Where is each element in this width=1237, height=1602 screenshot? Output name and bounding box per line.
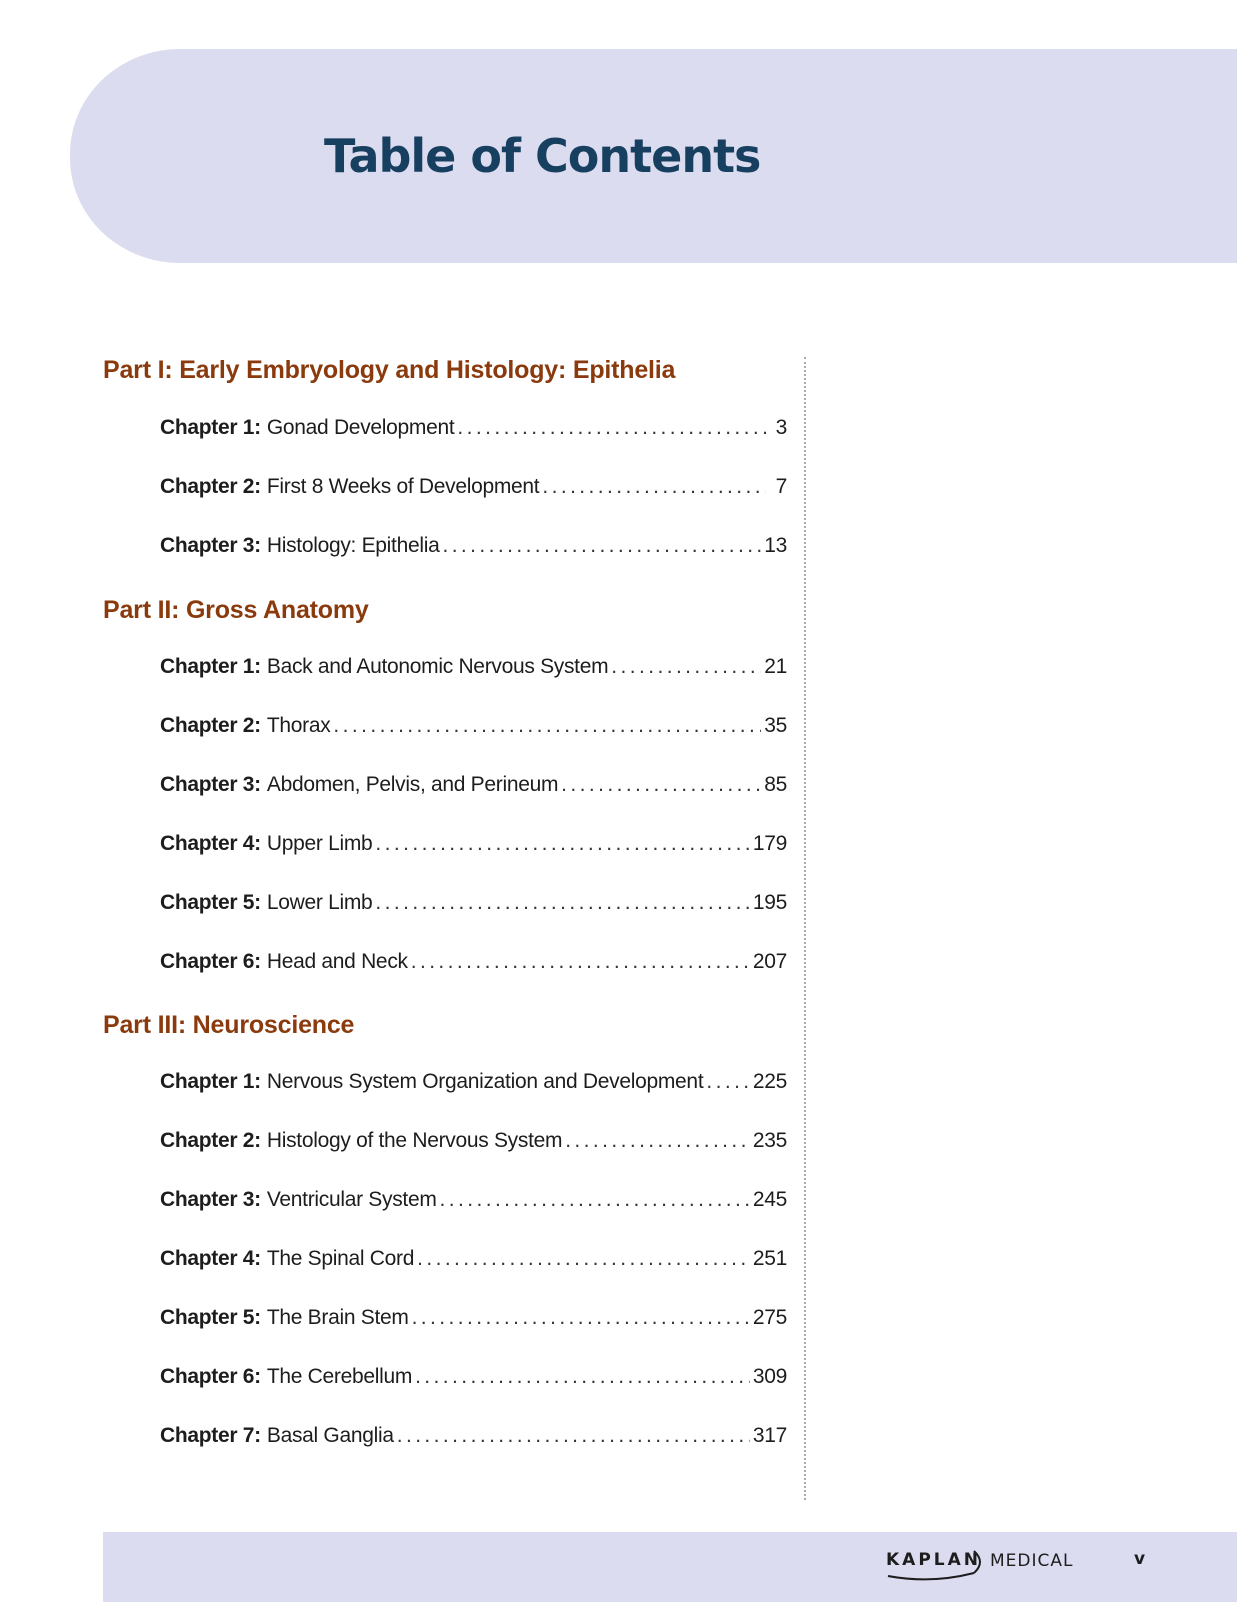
dot-leader [706, 1068, 750, 1096]
dot-leader [412, 1304, 750, 1332]
page-number: 235 [752, 1129, 787, 1152]
page-number: 207 [752, 950, 787, 973]
chapter-label: Chapter 6: [160, 1365, 261, 1388]
dot-leader [442, 532, 761, 560]
page-number: 245 [752, 1188, 787, 1211]
chapter-label: Chapter 2: [160, 1129, 261, 1152]
toc-entry[interactable] [160, 653, 787, 681]
kaplan-medical-logo [886, 1546, 1076, 1582]
chapter-title: The Cerebellum [266, 1365, 413, 1388]
chapter-label: Chapter 3: [160, 773, 261, 796]
dot-leader [375, 830, 749, 858]
chapter-title: Histology of the Nervous System [266, 1129, 563, 1152]
chapter-label: Chapter 5: [160, 1306, 261, 1329]
chapter-label: Chapter 1: [160, 416, 261, 439]
toc-entry[interactable] [160, 1068, 787, 1096]
chapter-title: Nervous System Organization and Development [266, 1070, 704, 1093]
chapter-title: Upper Limb [266, 832, 373, 855]
dot-leader [457, 414, 766, 442]
page-number: 225 [752, 1070, 787, 1093]
page-folio: v [1134, 1549, 1146, 1569]
chapter-label: Chapter 7: [160, 1424, 261, 1447]
dot-leader [565, 1127, 750, 1155]
chapter-title: Thorax [266, 714, 331, 737]
chapter-title: First 8 Weeks of Development [266, 475, 540, 498]
chapter-title: Back and Autonomic Nervous System [266, 655, 609, 678]
chapter-title: Ventricular System [266, 1188, 437, 1211]
toc-entry[interactable] [160, 889, 787, 917]
chapter-title: Histology: Epithelia [266, 534, 440, 557]
chapter-label: Chapter 5: [160, 891, 261, 914]
chapter-label: Chapter 1: [160, 1070, 261, 1093]
part-heading[interactable]: Part II: Gross Anatomy [103, 596, 369, 624]
toc-entry[interactable] [160, 414, 787, 442]
page-number: 35 [764, 714, 787, 737]
page-number: 275 [752, 1306, 787, 1329]
dot-leader [415, 1363, 750, 1391]
toc-entry[interactable] [160, 1422, 787, 1450]
chapter-label: Chapter 4: [160, 1247, 261, 1270]
column-divider [804, 357, 806, 1500]
chapter-title: Basal Ganglia [266, 1424, 394, 1447]
toc-entry[interactable] [160, 473, 787, 501]
page-number: 7 [775, 475, 787, 498]
dot-leader [611, 653, 761, 681]
dot-leader [542, 473, 766, 501]
page-number: 317 [752, 1424, 787, 1447]
logo-suffix: MEDICAL [990, 1551, 1074, 1571]
dot-leader [397, 1422, 750, 1450]
page-title: Table of Contents [324, 129, 761, 183]
chapter-title: The Spinal Cord [266, 1247, 415, 1270]
page-number: 13 [764, 534, 787, 557]
toc-entry[interactable] [160, 1127, 787, 1155]
dot-leader [440, 1186, 750, 1214]
chapter-label: Chapter 4: [160, 832, 261, 855]
toc-entry[interactable] [160, 948, 787, 976]
chapter-title: Gonad Development [266, 416, 455, 439]
toc-entry[interactable] [160, 1245, 787, 1273]
dot-leader [333, 712, 761, 740]
dot-leader [375, 889, 749, 917]
page-number: 21 [764, 655, 787, 678]
page-number: 179 [752, 832, 787, 855]
chapter-label: Chapter 3: [160, 1188, 261, 1211]
toc-entry[interactable] [160, 830, 787, 858]
page-number: 195 [752, 891, 787, 914]
toc-entry[interactable] [160, 1363, 787, 1391]
chapter-label: Chapter 1: [160, 655, 261, 678]
page-number: 309 [752, 1365, 787, 1388]
part-heading[interactable]: Part III: Neuroscience [103, 1011, 355, 1039]
toc-entry[interactable] [160, 771, 787, 799]
page-number: 3 [775, 416, 787, 439]
toc-entry[interactable] [160, 532, 787, 560]
dot-leader [411, 948, 750, 976]
chapter-title: Lower Limb [266, 891, 373, 914]
chapter-title: The Brain Stem [266, 1306, 409, 1329]
chapter-label: Chapter 2: [160, 714, 261, 737]
dot-leader [561, 771, 761, 799]
toc-entry[interactable] [160, 1186, 787, 1214]
dot-leader [417, 1245, 750, 1273]
chapter-title: Head and Neck [266, 950, 408, 973]
page-number: 85 [764, 773, 787, 796]
chapter-label: Chapter 2: [160, 475, 261, 498]
logo-brand: KAPLAN [886, 1550, 982, 1570]
toc-entry[interactable] [160, 712, 787, 740]
chapter-label: Chapter 6: [160, 950, 261, 973]
page-number: 251 [752, 1247, 787, 1270]
chapter-label: Chapter 3: [160, 534, 261, 557]
part-heading[interactable]: Part I: Early Embryology and Histology: Epithelia [103, 356, 676, 384]
toc-entry[interactable] [160, 1304, 787, 1332]
chapter-title: Abdomen, Pelvis, and Perineum [266, 773, 559, 796]
